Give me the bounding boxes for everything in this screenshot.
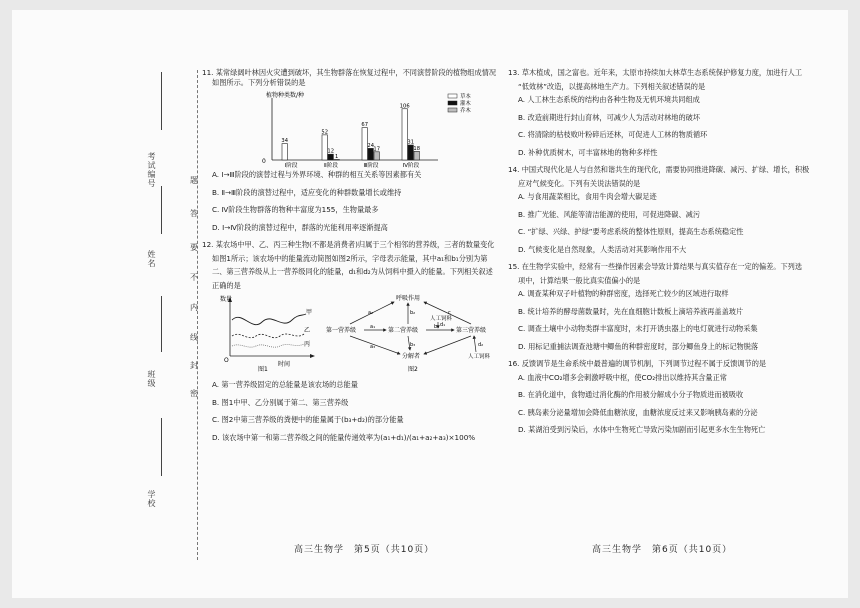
q14-option-d: D. 气候变化是自然现象，人类活动对其影响作用不大	[518, 244, 687, 254]
fig1-curve-yi	[232, 334, 304, 338]
chart-value-label: 106	[399, 103, 410, 110]
q13-option-d: D. 补种优质树木，可丰富林地的物种多样性	[518, 147, 658, 157]
q12-stem-line3: 二、第三营养级从上一营养级同化的能量，d₁和d₂为从饲料中摄入的能量。下列相关叙述	[212, 267, 493, 276]
legend-swatch	[448, 94, 457, 98]
seal-char: 要	[190, 243, 198, 252]
q15-option-c: C. 调查土壤中小动物类群丰富度时，未打开诱虫器上的电灯就进行动物采集	[518, 324, 758, 333]
fig2-label: d₁	[440, 322, 446, 328]
q11-stem-line2: 如图所示。下列分析错误的是	[212, 77, 306, 87]
q12-option-d: D. 该农场中第一和第二营养级之间的能量传递效率为(a₁+d₁)/(a₁+a₂+a₃)×100%	[212, 432, 476, 442]
chart-bar	[374, 152, 379, 160]
chart-bar	[282, 144, 287, 160]
q12-stem-line4: 正确的是	[212, 280, 241, 290]
chart-value-label: 12	[327, 148, 335, 155]
q13-option-a: A. 人工林生态系统的结构由各种生物及无机环境共同组成	[518, 95, 700, 104]
q13-option-b: B. 改造前期进行封山育林，可减少人为活动对林地的破坏	[518, 112, 701, 122]
q14-option-a: A. 与食用蔬菜相比，食用牛肉会增大碳足迹	[518, 192, 657, 201]
chart-bar	[328, 154, 333, 160]
fig1-origin: O	[224, 357, 229, 364]
chart-category-label: Ⅰ阶段	[284, 163, 298, 169]
q16-option-b: B. 在消化道中，食物通过消化酶的作用被分解成小分子物质进而被吸收	[518, 390, 744, 399]
q11-option-c: C. Ⅳ阶段生物群落的物种丰富度为155，生物量最多	[212, 205, 379, 214]
fig2-caption: 图2	[408, 366, 418, 373]
q13-option-c: C. 将清除的枯枝败叶粉碎后还林，可促进人工林的物质循环	[518, 130, 708, 139]
q11-option-d: D. Ⅰ→Ⅳ阶段的演替过程中，群落的光能利用率逐渐提高	[212, 222, 388, 232]
fig2-label: b₂	[410, 310, 416, 316]
seal-char: 内	[190, 303, 198, 312]
q15-option-d: D. 用标记重捕法调查池塘中鲫鱼的种群密度时，部分鲫鱼身上的标记物脱落	[518, 341, 759, 351]
school-label: 学校	[147, 490, 156, 508]
chart-value-label: 24	[367, 142, 375, 149]
right-page	[508, 68, 808, 435]
chart-y-label: 植物种类数/种	[266, 92, 305, 99]
q15-stem-line1: 15. 在生物学实验中，经常有一些操作因素会导致计算结果与真实值存在一定的偏差。下列选	[508, 262, 803, 271]
q12-stem-line1: 12. 某农场中甲、乙、丙三种生物(不都是消费者)归属于三个相邻的营养级，三者的数量变化	[202, 240, 495, 249]
legend-label: 草本	[460, 94, 471, 100]
q12-option-c: C. 图2中第三营养级的粪便中的能量属于(b₃+d₂)的部分能量	[212, 415, 404, 424]
fig2-label: a₃	[370, 344, 376, 350]
fig2-decomposer: 分解者	[402, 353, 421, 360]
fig1-label-bing: 丙	[304, 341, 311, 348]
fig2-label: a₂	[368, 310, 374, 316]
chart-value-label: 17	[373, 146, 381, 153]
chart-category-label: Ⅱ阶段	[324, 163, 338, 169]
chart-value-label: 67	[361, 122, 369, 129]
chart-value-label: 52	[321, 129, 329, 136]
page-6-footer: 高三生物学 第6页（共10页）	[592, 545, 733, 555]
fig2-feed-2: 人工饲料	[468, 354, 491, 360]
seal-line	[197, 70, 198, 560]
fig1-curve-bing	[232, 344, 304, 347]
fig1-caption: 图1	[258, 366, 268, 372]
left-page	[202, 68, 502, 442]
q11-option-a: A. Ⅰ→Ⅲ阶段的演替过程与外界环境、种群的相互关系等因素都有关	[212, 170, 422, 179]
fig1-label-yi: 乙	[304, 327, 311, 334]
seal-char: 线	[190, 333, 198, 342]
chart-bar	[402, 109, 407, 160]
chart-origin-label: 0	[262, 158, 266, 165]
fig1-curve-jia	[232, 314, 306, 325]
fig1-x-label: 时间	[278, 361, 291, 368]
q11-stem-line1: 11. 某常绿阔叶林因火灾遭到破坏，其生物群落在恢复过程中，不同演替阶段的植物组成情况	[202, 68, 497, 77]
q16-option-d: D. 某湖泊受到污染后，水体中生物死亡导致污染加剧而引起更多水生生物死亡	[518, 425, 766, 434]
fig2-label: b₃	[410, 342, 416, 348]
chart-bars	[281, 103, 420, 169]
q12-stem-line2: 如图1所示；该农场中的能量流动简图如图2所示，字母表示能量，其中a₁和b₁分别为第	[212, 253, 488, 263]
fig2-respiration: 呼吸作用	[396, 295, 421, 302]
q12-option-a: A. 第一营养级固定的总能量是该农场的总能量	[212, 380, 358, 389]
chart-legend	[448, 92, 471, 114]
fig1-label-jia: 甲	[306, 309, 313, 316]
school-line	[161, 418, 162, 476]
q14-stem-line2: 应对气候变化。下列有关说法错误的是	[518, 178, 641, 188]
seal-char: 题	[190, 176, 198, 185]
q12-figure1	[216, 292, 316, 372]
fig2-label: c	[448, 310, 451, 316]
q15-stem-line2: 项中，计算结果一般比真实值偏小的是	[518, 275, 641, 285]
seal-char: 答	[190, 209, 198, 218]
exam-number-line	[161, 72, 162, 130]
q11-bar-chart	[260, 88, 490, 170]
name-label: 姓名	[147, 250, 156, 268]
q16-stem-line1: 16. 反馈调节是生命系统中最普遍的调节机制，下列调节过程不属于反馈调节的是	[508, 359, 767, 368]
fig2-first-level: 第一营养级	[326, 327, 357, 334]
chart-category-label: Ⅳ阶段	[402, 163, 420, 169]
class-line	[161, 296, 162, 352]
chart-bar	[322, 135, 327, 160]
q15-option-b: B. 统计培养的酵母菌数量时，先在血细胞计数板上滴培养液再盖盖玻片	[518, 306, 744, 316]
q14-option-c: C. “扩绿、兴绿、护绿”要考虑系统的整体性原则，提高生态系统稳定性	[518, 227, 744, 236]
q16-option-a: A. 血液中CO₂增多会刺激呼吸中枢，使CO₂排出以维持其含量正常	[518, 372, 727, 382]
fig2-label: d₂	[478, 342, 484, 348]
q12-figure2	[326, 292, 506, 374]
fig1-y-label: 数量	[220, 296, 233, 303]
legend-swatch	[448, 108, 457, 112]
q14-option-b: B. 推广光能、风能等清洁能源的使用，可促进降碳、减污	[518, 209, 701, 219]
chart-category-label: Ⅲ阶段	[363, 163, 379, 169]
chart-value-label: 31	[407, 139, 415, 146]
q15-option-a: A. 调查某种双子叶植物的种群密度，选择死亡较少的区域进行取样	[518, 289, 729, 298]
fig2-label: a₁	[370, 324, 376, 330]
q13-stem-line1: 13. 草木植成，国之富也。近年来，太原市持续加大林草生态系统保护修复力度，加进行人工	[508, 68, 803, 77]
fig2-feed-1: 人工饲料	[430, 316, 453, 322]
chart-value-label: 1	[335, 154, 339, 161]
seal-char: 密	[190, 389, 198, 398]
q16-option-c: C. 胰岛素分泌量增加会降低血糖浓度，血糖浓度反过来又影响胰岛素的分泌	[518, 407, 758, 417]
fig2-third-level: 第三营养级	[456, 327, 487, 334]
q12-option-b: B. 图1中甲、乙分别属于第二、第三营养级	[212, 397, 349, 407]
seal-char: 不	[190, 273, 198, 282]
q11-option-b: B. Ⅱ→Ⅲ阶段的演替过程中，适应变化的种群数量增长或维持	[212, 187, 402, 197]
name-line	[161, 186, 162, 234]
chart-value-label: 34	[281, 138, 289, 145]
q12-figures	[202, 292, 502, 374]
fig2-label: b₁	[434, 324, 440, 330]
page-5-footer: 高三生物学 第5页（共10页）	[294, 545, 435, 555]
legend-swatch	[448, 101, 457, 105]
seal-char: 封	[190, 361, 198, 370]
fig2-second-level: 第二营养级	[388, 327, 419, 334]
exam-sheet	[12, 10, 848, 598]
exam-number-label: 考试编号	[147, 152, 156, 188]
class-label: 班级	[147, 370, 156, 388]
legend-label: 灌木	[460, 101, 471, 107]
q13-stem-line2: “低效林”改造，以提高林地生产力。下列相关叙述错误的是	[518, 81, 706, 91]
chart-value-label: 18	[413, 145, 421, 152]
legend-label: 乔木	[460, 108, 471, 114]
q14-stem-line1: 14. 中国式现代化是人与自然和谐共生的现代化，需要协同推进降碳、减污、扩绿、增长，积极	[508, 165, 810, 174]
chart-bar	[414, 151, 419, 160]
